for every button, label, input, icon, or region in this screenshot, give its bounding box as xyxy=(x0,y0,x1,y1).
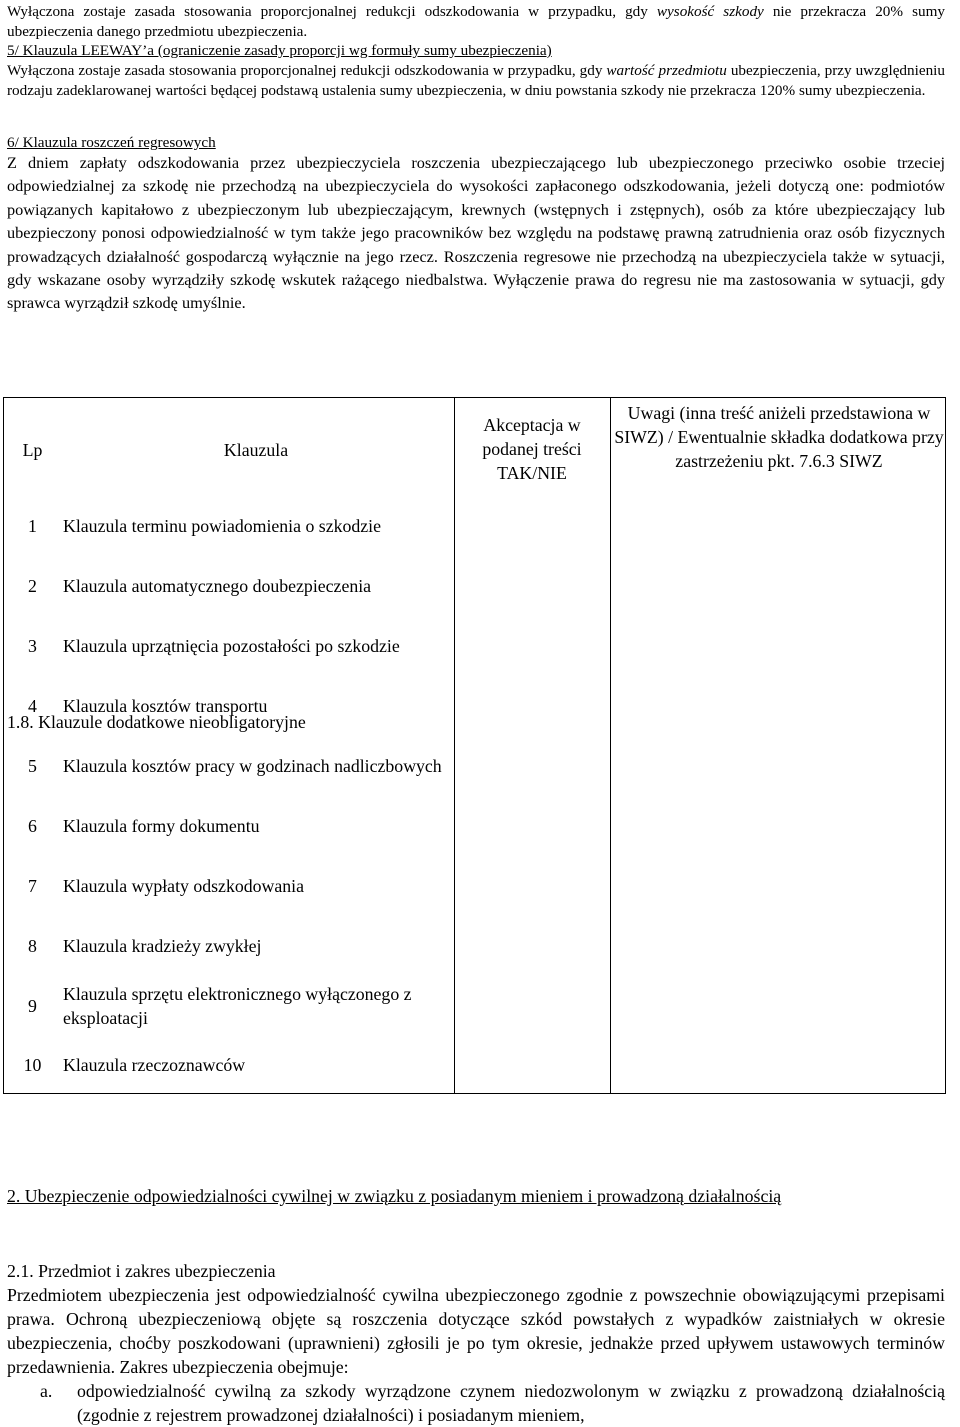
section-5-text-italic: wartość przedmiotu xyxy=(606,62,727,79)
table-row xyxy=(4,622,454,670)
table-row xyxy=(4,874,454,898)
section-5-text xyxy=(7,61,945,100)
row-lp: 4 xyxy=(28,696,37,716)
clauses-table xyxy=(3,397,946,1094)
intro-paragraph xyxy=(7,2,945,41)
row-lp: 10 xyxy=(23,1055,42,1075)
row-clause: Klauzula uprzątnięcia pozostałości po szkodzie xyxy=(63,636,400,656)
table-row xyxy=(4,742,454,790)
row-lp: 6 xyxy=(28,816,37,836)
row-lp: 9 xyxy=(28,996,37,1016)
section-2-1-heading: 2.1. Przedmiot i zakres ubezpieczenia xyxy=(7,1261,276,1281)
header-klauzula: Klauzula xyxy=(223,440,289,460)
header-lp: Lp xyxy=(22,440,43,460)
section-2-heading: 2. Ubezpieczenie odpowiedzialności cywilnej w związku z posiadanym mieniem i prowadzoną działalnością xyxy=(7,1186,782,1206)
section-5-text-b: ubezpieczenia, przy uwzględnieniu rodzaju zadeklarowanej wartości będącej podstawą ustalenia sumy ubezpieczenia, w dniu powstania szkody nie przekracza 120% sumy ubezpieczenia. xyxy=(7,62,945,99)
row-clause: Klauzula wypłaty odszkodowania xyxy=(63,876,304,896)
list-item-a-text: odpowiedzialność cywilną za szkody wyrządzone czynem niedozwolonym w związku z prowadzoną działalnością (zgodnie z rejestrem prowadzonej działalności) i posiadanym mieniem, xyxy=(77,1381,945,1425)
row-lp: 7 xyxy=(28,876,37,896)
row-clause: Klauzula sprzętu elektronicznego wyłączonego z eksploatacji xyxy=(63,984,412,1028)
table-row xyxy=(4,982,454,1030)
row-clause: Klauzula kosztów pracy w godzinach nadliczbowych xyxy=(63,756,442,776)
header-akceptacja: Akceptacja w podanej treści TAK/NIE xyxy=(482,415,582,483)
table-column-divider xyxy=(610,398,611,1093)
row-clause: Klauzula kosztów transportu xyxy=(63,696,268,716)
table-row xyxy=(4,562,454,610)
section-6-heading: 6/ Klauzula roszczeń regresowych xyxy=(7,134,216,151)
header-uwagi: Uwagi (inna treść aniżeli przedstawiona w SIWZ) / Ewentualnie składka dodatkowa przy zastrzeżeniu pkt. 7.6.3 SIWZ xyxy=(614,403,944,471)
section-1-8-heading: 1.8. Klauzule dodatkowe nieobligatoryjne xyxy=(7,712,306,732)
row-lp: 5 xyxy=(28,756,37,776)
row-lp: 1 xyxy=(28,516,37,536)
row-clause: Klauzula automatycznego doubezpieczenia xyxy=(63,576,372,596)
table-column-divider xyxy=(454,398,455,1093)
intro-text-a: Wyłączona zostaje zasada stosowania proporcjonalnej redukcji odszkodowania w przypadku, gdy xyxy=(7,3,657,20)
row-lp: 8 xyxy=(28,936,37,956)
list-item-a xyxy=(7,1379,945,1427)
section-5-text-a: Wyłączona zostaje zasada stosowania proporcjonalnej redukcji odszkodowania w przypadku, gdy xyxy=(7,62,607,79)
row-clause: Klauzula kradzieży zwykłej xyxy=(63,936,262,956)
table-row xyxy=(4,814,454,838)
section-2-1-text: Przedmiotem ubezpieczenia jest odpowiedzialność cywilna ubezpieczonego zgodnie z powszechnie obowiązującymi przepisami prawa. Ochroną ubezpieczeniową objęte są roszczenia dotyczące szkód powstałych z wypadków zaistniałych w okresie ubezpieczenia, choćby poszkodowani (uprawnieni) zgłosili je po tym okresie, jednakże przed upływem ustawowych terminów przedawnienia. Zakres ubezpieczenia obejmuje: xyxy=(7,1285,945,1377)
list-item-a-marker: a. xyxy=(40,1381,53,1401)
intro-text-b: nie przekracza 20% sumy ubezpieczenia danego przedmiotu ubezpieczenia. xyxy=(7,3,945,40)
section-6-text: Z dniem zapłaty odszkodowania przez ubezpieczyciela roszczenia ubezpieczającego lub ubezpieczonego przeciwko osobie trzeciej odpowiedzialnej za szkodę nie przechodzą na ubezpieczyciela do wysokości zapłaconego odszkodowania, jeżeli dotyczą one: podmiotów powiązanych kapitałowo z ubezpieczonym lub ubezpieczającym, krewnych (wstępnych i zstępnych), osób za które ubezpieczający lub ubezpieczony ponosi odpowiedzialność w tym także jego pracowników bez względu na podstawę prawną zatrudnienia oraz osób fizycznych prowadzących działalność gospodarczą wyłącznie na jego rzecz. Roszczenia regresowe nie przechodzą na ubezpieczyciela także w sytuacji, gdy wskazane osoby wyrządziły szkodę wskutek rażącego niedbalstwa. Wyłączenie prawa do regresu nie ma zastosowania w sytuacji, gdy sprawca wyrządził szkodę umyślnie. xyxy=(7,153,945,313)
intro-text-italic: wysokość szkody xyxy=(656,3,764,20)
row-clause: Klauzula rzeczoznawców xyxy=(63,1055,246,1075)
section-5-heading: 5/ Klauzula LEEWAY’a (ograniczenie zasady proporcji wg formuły sumy ubezpieczenia) xyxy=(7,42,552,59)
table-row xyxy=(4,1053,454,1077)
row-clause: Klauzula formy dokumentu xyxy=(63,816,260,836)
table-row xyxy=(4,694,454,718)
table-row xyxy=(4,934,454,958)
row-clause: Klauzula terminu powiadomienia o szkodzie xyxy=(63,516,381,536)
table-row xyxy=(4,502,454,550)
row-lp: 3 xyxy=(28,636,37,656)
row-lp: 2 xyxy=(28,576,37,596)
